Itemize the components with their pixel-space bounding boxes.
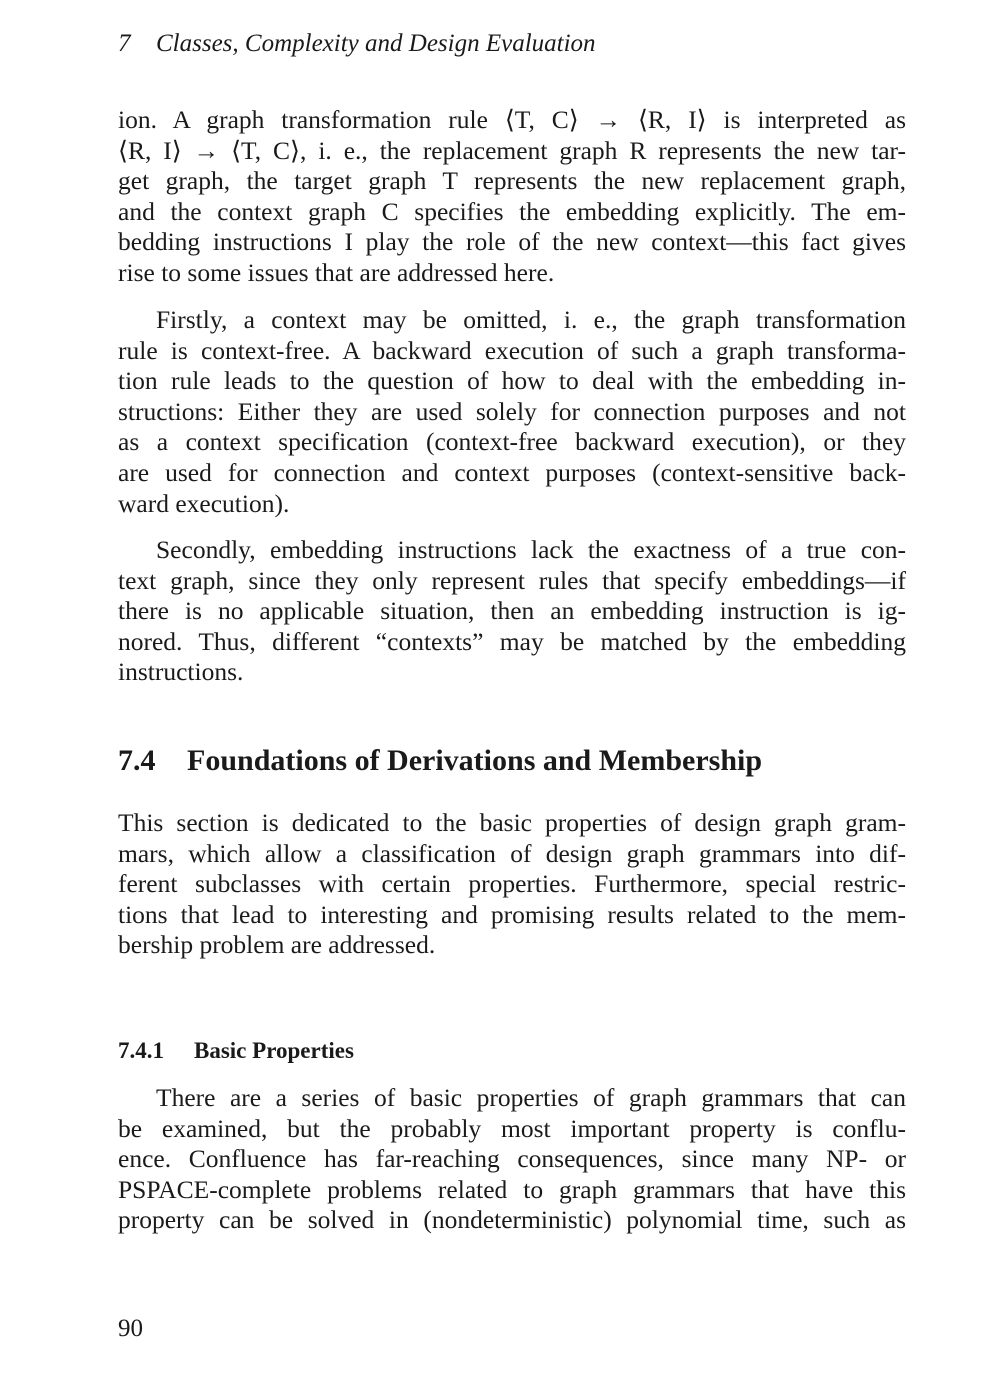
text-line: text graph, since they only represent rules that specify embeddings—if xyxy=(118,565,906,595)
text-line: ion. A graph transformation rule ⟨T, C⟩ → ⟨R, I⟩ is interpreted as xyxy=(118,105,906,134)
paragraph-secondly xyxy=(118,535,906,688)
text-line: be examined, but the probably most important property is conflu- xyxy=(118,1113,906,1143)
text-line: instructions. xyxy=(118,657,244,687)
paragraph-section-intro xyxy=(118,808,906,961)
text-line: bership problem are addressed. xyxy=(118,930,436,960)
text-line: ⟨R, I⟩ → ⟨T, C⟩, i. e., the replacement graph R represents the new tar- xyxy=(118,135,906,165)
subsection-title: Basic Properties xyxy=(194,1038,354,1063)
chapter-number: 7 xyxy=(118,30,131,57)
paragraph-continuation xyxy=(118,105,906,289)
subsection-heading xyxy=(118,1038,354,1064)
paragraph-firstly xyxy=(118,305,906,519)
text-line: Secondly, embedding instructions lack the exactness of a true con- xyxy=(156,535,906,564)
text-line: there is no applicable situation, then an embedding instruction is ig- xyxy=(118,596,906,626)
text-line: get graph, the target graph T represents the new replacement graph, xyxy=(118,166,906,196)
text-line: are used for connection and context purposes (context-sensitive back- xyxy=(118,457,906,487)
text-line: structions: Either they are used solely for connection purposes and not xyxy=(118,396,906,426)
text-line: ence. Confluence has far-reaching consequences, since many NP- or xyxy=(118,1144,906,1174)
section-heading xyxy=(118,744,762,778)
text-line: rise to some issues that are addressed here. xyxy=(118,257,555,287)
page-number: 90 xyxy=(118,1315,143,1342)
text-line: bedding instructions I play the role of the new context—this fact gives xyxy=(118,227,906,257)
section-title: Foundations of Derivations and Membership xyxy=(187,744,763,777)
text-line: tions that lead to interesting and promising results related to the mem- xyxy=(118,899,906,929)
text-line: nored. Thus, different “contexts” may be matched by the embedding xyxy=(118,626,906,656)
section-number: 7.4 xyxy=(118,744,156,777)
text-line: ferent subclasses with certain properties. Furthermore, special restric- xyxy=(118,869,906,899)
paragraph-basic-properties xyxy=(118,1083,906,1236)
text-line: as a context specification (context-free backward execution), or they xyxy=(118,427,906,457)
text-line: and the context graph C specifies the embedding explicitly. The em- xyxy=(118,196,906,226)
text-line: rule is context-free. A backward execution of such a graph transforma- xyxy=(118,335,906,365)
chapter-title: Classes, Complexity and Design Evaluation xyxy=(156,30,596,57)
text-line: Firstly, a context may be omitted, i. e., the graph transformation xyxy=(156,305,906,334)
text-line: This section is dedicated to the basic properties of design graph gram- xyxy=(118,808,906,837)
running-head xyxy=(118,30,596,58)
text-line: mars, which allow a classification of design graph grammars into dif- xyxy=(118,838,906,868)
text-line: PSPACE-complete problems related to graph grammars that have this xyxy=(118,1174,906,1204)
subsection-number: 7.4.1 xyxy=(118,1038,164,1063)
text-line: There are a series of basic properties of graph grammars that can xyxy=(156,1083,906,1112)
text-line: tion rule leads to the question of how to deal with the embedding in- xyxy=(118,366,906,396)
text-line: ward execution). xyxy=(118,488,290,518)
text-line: property can be solved in (nondeterministic) polynomial time, such as xyxy=(118,1205,906,1235)
